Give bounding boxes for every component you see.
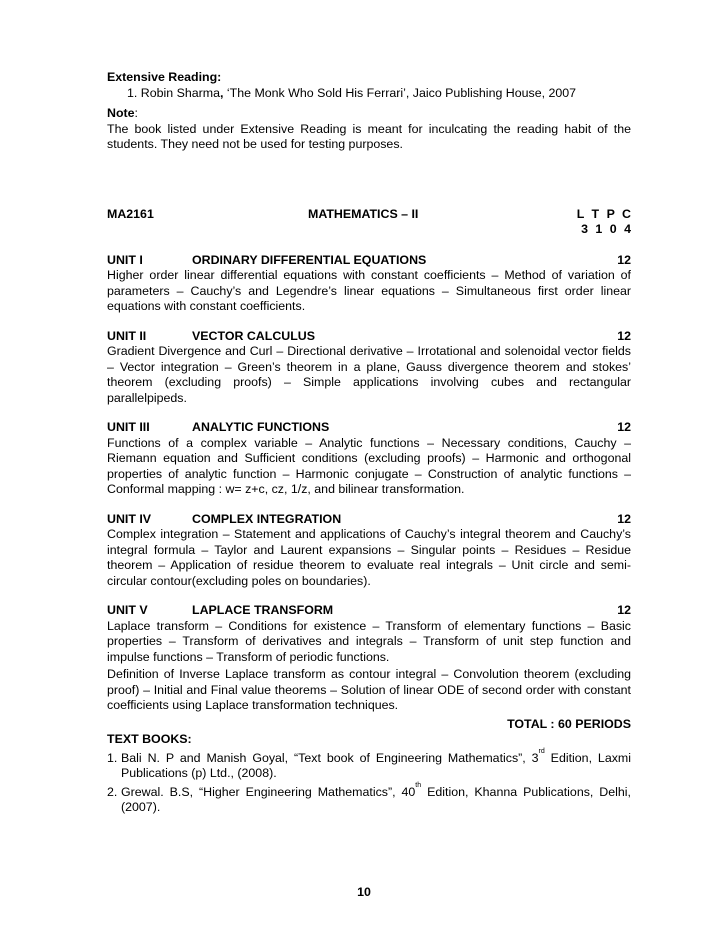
unit-3 xyxy=(107,420,631,498)
extensive-item-number: 1. xyxy=(127,85,138,100)
unit-hours: 12 xyxy=(617,603,631,617)
unit-title: VECTOR CALCULUS xyxy=(192,328,315,343)
unit-2 xyxy=(107,329,631,407)
course-header xyxy=(107,207,631,223)
total-periods: TOTAL : 60 PERIODS xyxy=(507,716,631,731)
unit-body: Laplace transform – Conditions for existence – Transform of elementary functions – Basic properties – Transform of derivatives and integrals – Transform of unit step function and impulse functions – Transform of periodic functions. xyxy=(107,618,631,664)
course-ltpc-values: 3 1 0 4 xyxy=(581,222,631,236)
extensive-item-author: Robin Sharma xyxy=(140,85,220,100)
textbook-number: 1. xyxy=(107,750,118,765)
unit-hours: 12 xyxy=(617,511,631,526)
extensive-reading-item xyxy=(107,86,631,102)
unit-number: UNIT II xyxy=(107,328,147,343)
unit-title: ANALYTIC FUNCTIONS xyxy=(192,420,330,434)
unit-number: UNIT V xyxy=(107,603,148,617)
unit-header xyxy=(107,420,631,436)
course-code: MA2161 xyxy=(107,206,154,221)
textbook-text-pre: Grewal. B.S, “Higher Engineering Mathematics”, 40 xyxy=(121,784,416,799)
unit-header xyxy=(107,329,631,345)
note-label: Note xyxy=(107,106,135,120)
course-ltpc-values-row xyxy=(107,222,631,238)
unit-body: Higher order linear differential equations with constant coefficients – Method of variation of parameters – Cauchy’s and Legendre’s linear equations – Simultaneous first order linear equations with constant coefficients. xyxy=(107,268,631,313)
unit-header xyxy=(107,512,631,528)
extensive-reading-heading: Extensive Reading: xyxy=(107,70,222,84)
textbook-item xyxy=(107,781,631,816)
unit-header xyxy=(107,253,631,269)
course-title: MATHEMATICS – II xyxy=(308,206,419,221)
unit-1 xyxy=(107,253,631,315)
textbook-edition-sup: rd xyxy=(538,747,545,755)
textbook-number: 2. xyxy=(107,784,118,799)
unit-body: Gradient Divergence and Curl – Directional derivative – Irrotational and solenoidal vector fields – Vector integration – Green’s theorem in a plane, Gauss divergence theorem and stokes’ theorem (excluding proofs) – Simple applications involving cubes and rectangular parallelpipeds. xyxy=(107,344,631,405)
unit-title: COMPLEX INTEGRATION xyxy=(192,511,342,526)
unit-hours: 12 xyxy=(617,252,631,267)
textbook-item xyxy=(107,747,631,782)
unit-body: Complex integration – Statement and applications of Cauchy’s integral theorem and Cauchy’s integral formula – Taylor and Laurent expansions – Singular points – Residues – Residue theorem – Application of residue theorem to evaluate real integrals – Unit circle and semi-circular contour(excluding poles on boundaries). xyxy=(107,527,631,588)
document-page xyxy=(107,70,631,816)
unit-title: ORDINARY DIFFERENTIAL EQUATIONS xyxy=(192,252,427,267)
extensive-item-title: ‘The Monk Who Sold His Ferrari’, Jaico Publishing House, 2007 xyxy=(223,85,577,100)
unit-header xyxy=(107,603,631,619)
unit-hours: 12 xyxy=(617,328,631,343)
textbook-edition-sup: th xyxy=(415,781,422,789)
textbook-text-pre: Bali N. P and Manish Goyal, “Text book of Engineering Mathematics”, 3 xyxy=(121,750,539,765)
extensive-item-sep: , xyxy=(220,85,224,100)
unit-number: UNIT IV xyxy=(107,511,152,526)
page-number: 10 xyxy=(357,885,371,899)
unit-4 xyxy=(107,512,631,590)
textbook-text xyxy=(121,747,631,782)
unit-body: Functions of a complex variable – Analytic functions – Necessary conditions, Cauchy – Riemann equation and Sufficient conditions (excluding proofs) – Harmonic and orthogonal properties of analytic function – Harmonic conjugate – Construction of analytic functions – Conformal mapping : w= z+c, cz, 1/z, and bilinear transformation. xyxy=(107,435,631,496)
textbook-text-post: Edition, Khanna Publications, Delhi, (2007). xyxy=(121,784,631,814)
note-text: The book listed under Extensive Reading is meant for inculcating the reading habit of the students. They need not be used for testing purposes. xyxy=(107,121,631,151)
total-periods-row xyxy=(107,717,631,733)
unit-title: LAPLACE TRANSFORM xyxy=(192,603,334,617)
textbook-text xyxy=(121,781,631,816)
note-colon: : xyxy=(134,106,138,120)
unit-number: UNIT III xyxy=(107,420,150,434)
unit-body-2: Definition of Inverse Laplace transform as contour integral – Convolution theorem (excluding proof) – Initial and Final value theorems – Solution of linear ODE of second order with constant coefficients using Laplace transformation techniques. xyxy=(107,667,631,712)
note-heading xyxy=(107,106,631,122)
unit-hours: 12 xyxy=(617,420,631,434)
unit-number: UNIT I xyxy=(107,252,143,267)
unit-5 xyxy=(107,603,631,714)
textbook-text-post: Edition, Laxmi Publications (p) Ltd., (2008). xyxy=(121,750,631,780)
course-ltpc-labels: L T P C xyxy=(576,206,631,221)
textbooks-heading: TEXT BOOKS: xyxy=(107,732,192,746)
